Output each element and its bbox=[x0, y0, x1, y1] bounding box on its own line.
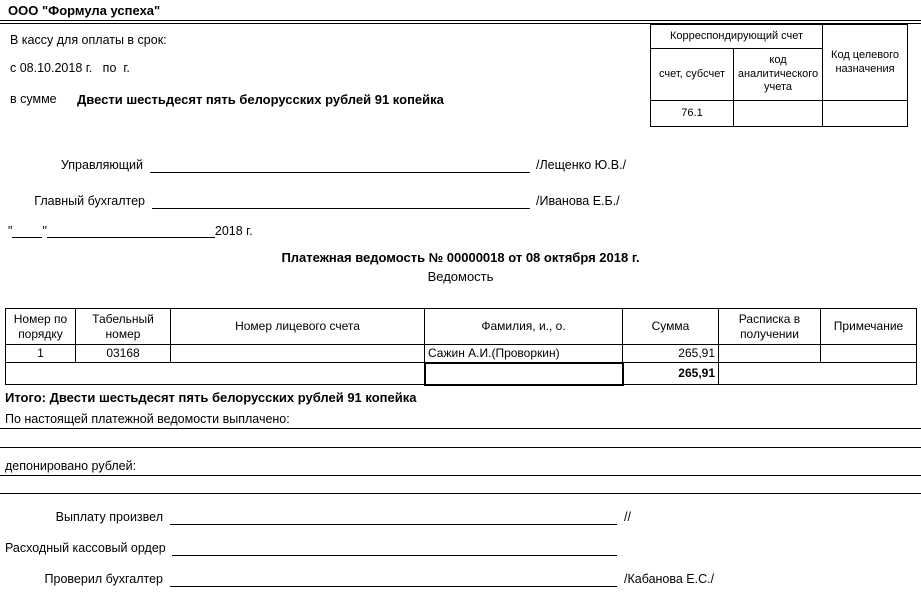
purpose-code-header: Код целевого назначения bbox=[823, 25, 908, 101]
document-subtitle: Ведомость bbox=[427, 269, 494, 284]
total-in-words: Итого: Двести шестьдесят пять белорусских рублей 91 копейка bbox=[5, 390, 417, 405]
expense-order-label: Расходный кассовый ордер bbox=[5, 541, 166, 555]
corr-account-header: Корреспондирующий счет bbox=[651, 25, 823, 49]
payment-period: с 08.10.2018 г. по г. bbox=[10, 61, 130, 75]
col-header-personnel-number: Табельный номер bbox=[76, 309, 171, 345]
chief-accountant-label: Главный бухгалтер bbox=[34, 194, 145, 208]
manager-label: Управляющий bbox=[60, 158, 143, 172]
corr-account-value: 76.1 bbox=[651, 101, 734, 127]
cell-personnel-number: 03168 bbox=[76, 345, 171, 363]
checked-by-signature-line bbox=[170, 571, 617, 587]
paid-by-label: Выплату произвел bbox=[55, 510, 163, 524]
cell-row-number: 1 bbox=[6, 345, 76, 363]
cell-full-name: Сажин А.И.(Проворкин) bbox=[425, 345, 623, 363]
cell-amount: 265,91 bbox=[623, 345, 719, 363]
chief-accountant-signature-line bbox=[152, 193, 530, 209]
analytic-code-header: код аналитического учета bbox=[734, 49, 823, 101]
total-amount: 265,91 bbox=[623, 363, 719, 385]
company-name: ООО "Формула успеха" bbox=[8, 3, 161, 18]
deposited-blank-line bbox=[0, 477, 921, 494]
year-label: 2018 г. bbox=[214, 224, 253, 238]
purpose-code-value bbox=[823, 101, 908, 127]
payroll-header-row bbox=[6, 309, 917, 345]
deposited-label: депонировано рублей: bbox=[0, 459, 921, 476]
payroll-table bbox=[5, 308, 917, 386]
subaccount-header: счет, субсчет bbox=[651, 49, 734, 101]
checked-by-label: Проверил бухгалтер bbox=[44, 572, 163, 586]
chief-accountant-name: /Иванова Е.Б./ bbox=[536, 194, 620, 208]
cell-note bbox=[821, 345, 917, 363]
col-header-full-name: Фамилия, и., о. bbox=[425, 309, 623, 345]
document-title: Платежная ведомость № 00000018 от 08 октября 2018 г. bbox=[281, 250, 640, 265]
expense-order-line bbox=[172, 540, 617, 556]
checked-by-name: /Кабанова Е.С./ bbox=[624, 572, 715, 586]
col-header-note: Примечание bbox=[821, 309, 917, 345]
col-header-row-number: Номер по порядку bbox=[6, 309, 76, 345]
cashier-due-label: В кассу для оплаты в срок: bbox=[10, 33, 167, 47]
date-fill-line bbox=[8, 224, 253, 238]
month-blank bbox=[47, 224, 215, 238]
total-row-right-spacer bbox=[719, 363, 917, 385]
paid-by-mark: // bbox=[624, 510, 631, 524]
total-row-spacer bbox=[6, 363, 425, 385]
col-header-personal-account: Номер лицевого счета bbox=[171, 309, 425, 345]
selected-cell[interactable] bbox=[425, 363, 623, 385]
cell-receipt bbox=[719, 345, 821, 363]
cell-personal-account bbox=[171, 345, 425, 363]
manager-signature-line bbox=[150, 157, 530, 173]
open-quote: " bbox=[8, 224, 13, 238]
close-quote: " bbox=[42, 224, 47, 238]
corresponding-account-table bbox=[650, 24, 908, 127]
manager-name: /Лещенко Ю.В./ bbox=[536, 158, 627, 172]
day-blank bbox=[12, 224, 42, 238]
payroll-total-row bbox=[6, 363, 917, 385]
paid-blank-line bbox=[0, 430, 921, 448]
sum-label: в сумме bbox=[10, 92, 57, 106]
paid-by-signature-line bbox=[170, 509, 617, 525]
payroll-data-row bbox=[6, 345, 917, 363]
analytic-code-value bbox=[734, 101, 823, 127]
sum-in-words: Двести шестьдесят пять белорусских рублей 91 копейка bbox=[77, 92, 444, 107]
paid-statement-label: По настоящей платежной ведомости выплачено: bbox=[0, 412, 921, 429]
col-header-receipt: Расписка в получении bbox=[719, 309, 821, 345]
col-header-amount: Сумма bbox=[623, 309, 719, 345]
